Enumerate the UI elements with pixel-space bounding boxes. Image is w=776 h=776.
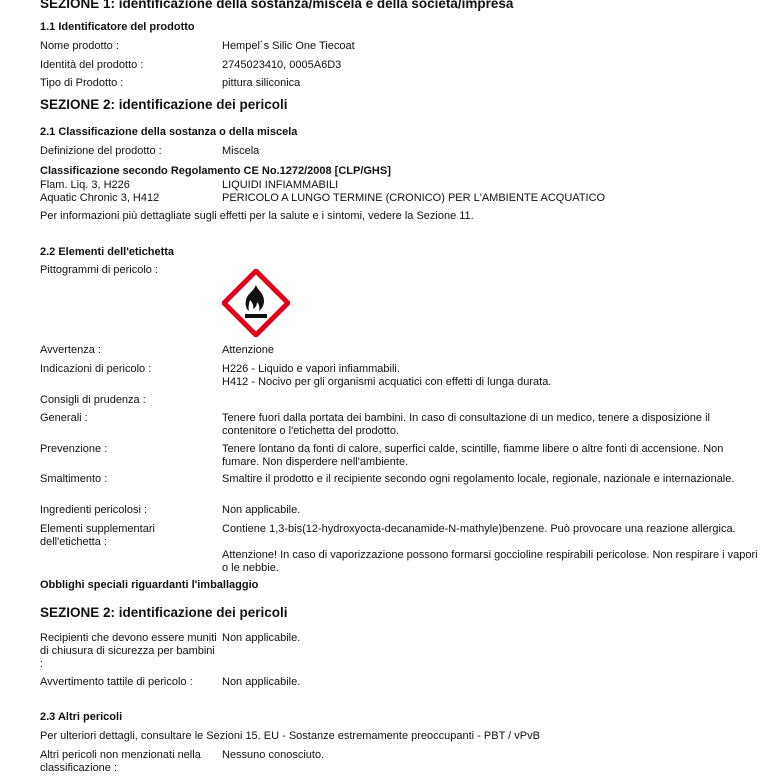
- packaging-heading: Obblighi speciali riguardanti l'imballaggio: [40, 579, 259, 591]
- general-label: Generali :: [40, 412, 88, 424]
- product-identity-label: Identità del prodotto :: [40, 59, 144, 71]
- subsection-2-3-heading: 2.3 Altri pericoli: [40, 711, 123, 723]
- product-type-label: Tipo di Prodotto :: [40, 77, 124, 89]
- regulation-heading: Classificazione secondo Regolamento CE No.1272/2008 [CLP/GHS]: [40, 165, 391, 177]
- other-hazards-label: Altri pericoli non menzionati nella classificazione :: [40, 749, 201, 774]
- hazardous-ingredients-label: Ingredienti pericolosi :: [40, 504, 148, 516]
- signal-word-value: Attenzione: [222, 344, 274, 356]
- child-closures-value: Non applicabile.: [222, 632, 301, 644]
- prevention-value: Tenere lontano da fonti di calore, superfici calde, scintille, fiamme libere o altre fonti di accensione. Non fumare. Non disperdere nell'ambiente.: [222, 443, 724, 468]
- prevention-label: Prevenzione :: [40, 443, 108, 455]
- classification-code: Aquatic Chronic 3, H412: [40, 192, 160, 204]
- pbt-text: Per ulteriori dettagli, consultare le Sezioni 15. EU - Sostanze estremamente preoccupanti - PBT / vPvB: [40, 730, 540, 742]
- section-1-heading: SEZIONE 1: identificazione della sostanza/miscela e della società/impresa: [40, 0, 514, 11]
- hazard-statement: H226 - Liquido e vapori infiammabili.: [222, 363, 400, 375]
- general-value: Tenere fuori dalla portata dei bambini. In caso di consultazione di un medico, tenere a disposizione il contenitore o l'etichetta del prodotto.: [222, 412, 710, 437]
- subsection-1-1-heading: 1.1 Identificatore del prodotto: [40, 21, 195, 33]
- disposal-label: Smaltimento :: [40, 473, 108, 485]
- tactile-warning-label: Avvertimento tattile di pericolo :: [40, 676, 193, 688]
- subsection-2-1-heading: 2.1 Classificazione della sostanza o della miscela: [40, 126, 298, 138]
- disposal-value: Smaltire il prodotto e il recipiente secondo ogni regolamento locale, regionale, nazionale e internazionale.: [222, 473, 735, 485]
- tactile-warning-value: Non applicabile.: [222, 676, 301, 688]
- classification-desc: LIQUIDI INFIAMMABILI: [222, 179, 339, 191]
- more-info-text: Per informazioni più dettagliate sugli effetti per la salute e i sintomi, vedere la Sezione 11.: [40, 210, 474, 222]
- supplementary-line: Attenzione! In caso di vaporizzazione possono formarsi goccioline respirabili pericolose. Non respirare i vapori o le nebbie.: [222, 549, 758, 574]
- child-closures-label: Recipienti che devono essere muniti di chiusura di sicurezza per bambini :: [40, 632, 217, 670]
- section-2-heading: SEZIONE 2: identificazione dei pericoli: [40, 605, 288, 620]
- supplementary-line: Contiene 1,3-bis(12-hydroxyocta-decanamide-N-mathyle)benzene. Può provocare una reazione allergica.: [222, 523, 736, 535]
- other-hazards-value: Nessuno conosciuto.: [222, 749, 325, 761]
- product-definition-value: Miscela: [222, 145, 260, 157]
- precautionary-label: Consigli di prudenza :: [40, 394, 146, 406]
- section-2-heading: SEZIONE 2: identificazione dei pericoli: [40, 97, 288, 112]
- classification-desc: PERICOLO A LUNGO TERMINE (CRONICO) PER L'AMBIENTE ACQUATICO: [222, 192, 606, 204]
- subsection-2-2-heading: 2.2 Elementi dell'etichetta: [40, 246, 175, 258]
- classification-code: Flam. Liq. 3, H226: [40, 179, 130, 191]
- pictogram-label: Pittogrammi di pericolo :: [40, 264, 158, 276]
- product-identity-value: 2745023410, 0005A6D3: [222, 59, 342, 71]
- supplementary-label: Elementi supplementari dell'etichetta :: [40, 523, 155, 548]
- product-type-value: pittura siliconica: [222, 77, 301, 89]
- hazard-statements-label: Indicazioni di pericolo :: [40, 363, 152, 375]
- product-name-value: Hempel´s Silic One Tiecoat: [222, 40, 355, 52]
- flame-pictogram-icon: [222, 269, 290, 337]
- hazard-statement: H412 - Nocivo per gli organismi acquatici con effetti di lunga durata.: [222, 376, 552, 388]
- signal-word-label: Avvertenza :: [40, 344, 101, 356]
- hazardous-ingredients-value: Non applicabile.: [222, 504, 301, 516]
- product-definition-label: Definizione del prodotto :: [40, 145, 162, 157]
- product-name-label: Nome prodotto :: [40, 40, 119, 52]
